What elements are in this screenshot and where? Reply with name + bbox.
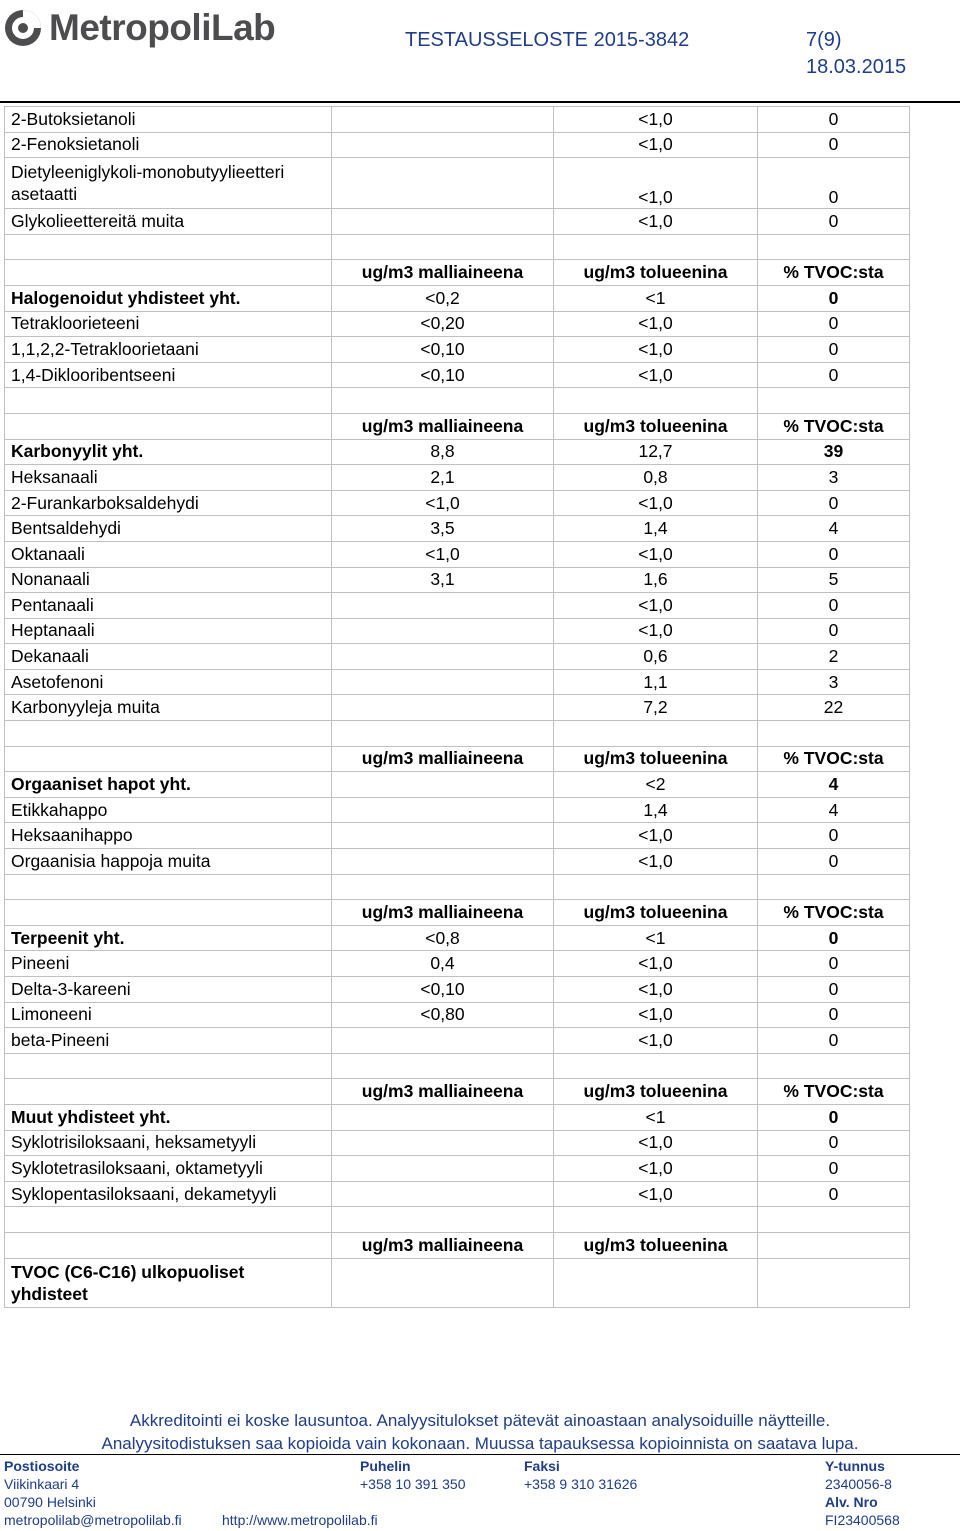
document-date: 18.03.2015 (806, 56, 907, 78)
column-header-row: ug/m3 malliaineena ug/m3 tolueenina % TVOC:sta (5, 413, 910, 439)
table-row: Etikkahappo 1,4 4 (5, 797, 910, 823)
spacer-row (5, 388, 910, 414)
footer-divider (0, 1454, 960, 1455)
spacer-row (5, 1207, 910, 1233)
table-row: Delta-3-kareeni <0,10 <1,0 0 (5, 977, 910, 1003)
table-row: Syklotetrasiloksaani, oktametyyli <1,0 0 (5, 1156, 910, 1182)
table-row: beta-Pineeni <1,0 0 (5, 1028, 910, 1054)
table-row: 1,4-Diklooribentseeni <0,10 <1,0 0 (5, 362, 910, 388)
spacer-row (5, 874, 910, 900)
spacer-row (5, 234, 910, 260)
table-row: Glykolieettereitä muita <1,0 0 (5, 209, 910, 235)
accreditation-note: Akkreditointi ei koske lausuntoa. Analyysitulokset pätevät ainoastaan analysoiduille näytteille. (129, 1411, 831, 1430)
column-header-row: ug/m3 malliaineena ug/m3 tolueenina % TVOC:sta (5, 260, 910, 286)
table-row: Syklotrisiloksaani, heksametyyli <1,0 0 (5, 1130, 910, 1156)
results-table (4, 106, 910, 1308)
table-row: Syklopentasiloksaani, dekametyyli <1,0 0 (5, 1181, 910, 1207)
footer-address: Postiosoite Viikinkaari 4 00790 Helsinki metropolilab@metropolilab.fi (4, 1458, 182, 1528)
column-header-row: ug/m3 malliaineena ug/m3 tolueenina % TVOC:sta (5, 900, 910, 926)
table-row: Dekanaali 0,6 2 (5, 644, 910, 670)
footer-web-link[interactable]: http://www.metropolilab.fi (222, 1512, 378, 1528)
group-total-row: Terpeenit yht. <0,8 <1 0 (5, 925, 910, 951)
table-row: Nonanaali 3,1 1,6 5 (5, 567, 910, 593)
table-row: Heptanaali <1,0 0 (5, 618, 910, 644)
column-header-row: ug/m3 malliaineena ug/m3 tolueenina % TVOC:sta (5, 746, 910, 772)
table-row: Dietyleeniglykoli-monobutyylieetteri asetaatti <1,0 0 (5, 158, 910, 209)
company-logo (3, 2, 275, 54)
table-row: 2-Furankarboksaldehydi <1,0 <1,0 0 (5, 490, 910, 516)
spacer-row (5, 721, 910, 747)
column-header-row: ug/m3 malliaineena ug/m3 tolueenina (5, 1232, 910, 1258)
footer-email[interactable]: metropolilab@metropolilab.fi (4, 1512, 182, 1528)
table-row: Bentsaldehydi 3,5 1,4 4 (5, 516, 910, 542)
spacer-row (5, 1053, 910, 1079)
table-row: Limoneeni <0,80 <1,0 0 (5, 1002, 910, 1028)
table-row: Heksanaali 2,1 0,8 3 (5, 465, 910, 491)
header-divider (0, 101, 960, 103)
group-total-row: Halogenoidut yhdisteet yht. <0,2 <1 0 (5, 285, 910, 311)
page-number: 7(9) (806, 29, 842, 51)
table-row: Pineeni 0,4 <1,0 0 (5, 951, 910, 977)
table-row: 1,1,2,2-Tetrakloorietaani <0,10 <1,0 0 (5, 337, 910, 363)
table-row: Orgaanisia happoja muita <1,0 0 (5, 849, 910, 875)
group-total-row: Muut yhdisteet yht. <1 0 (5, 1104, 910, 1130)
footer-business-id: Y-tunnus 2340056-8 Alv. Nro FI23400568 (825, 1458, 900, 1528)
group-total-row: Orgaaniset hapot yht. <2 4 (5, 772, 910, 798)
table-row: Asetofenoni 1,1 3 (5, 669, 910, 695)
footer-fax: Faksi +358 9 310 31626 (524, 1458, 638, 1492)
column-header-row: ug/m3 malliaineena ug/m3 tolueenina % TVOC:sta (5, 1079, 910, 1105)
table-row: Heksaanihappo <1,0 0 (5, 823, 910, 849)
document-title: TESTAUSSELOSTE 2015-3842 (405, 29, 690, 51)
table-row: Pentanaali <1,0 0 (5, 593, 910, 619)
tvoc-row: TVOC (C6-C16) ulkopuoliset yhdisteet (5, 1258, 910, 1307)
table-row: 2-Butoksietanoli <1,0 0 (5, 107, 910, 133)
logo-text: MetropoliLab (49, 7, 276, 48)
table-row: 2-Fenoksietanoli <1,0 0 (5, 132, 910, 158)
footer-phone: Puhelin +358 10 391 350 (360, 1458, 466, 1492)
table-row: Karbonyyleja muita 7,2 22 (5, 695, 910, 721)
table-row: Tetrakloorieteeni <0,20 <1,0 0 (5, 311, 910, 337)
copy-note: Analyysitodistuksen saa kopioida vain kokonaan. Muussa tapauksessa kopioinnista on saatava lupa. (101, 1434, 859, 1453)
group-total-row: Karbonyylit yht. 8,8 12,7 39 (5, 439, 910, 465)
metropolilab-logo-icon (3, 8, 43, 48)
page-header (0, 0, 960, 104)
table-row: Oktanaali <1,0 <1,0 0 (5, 541, 910, 567)
